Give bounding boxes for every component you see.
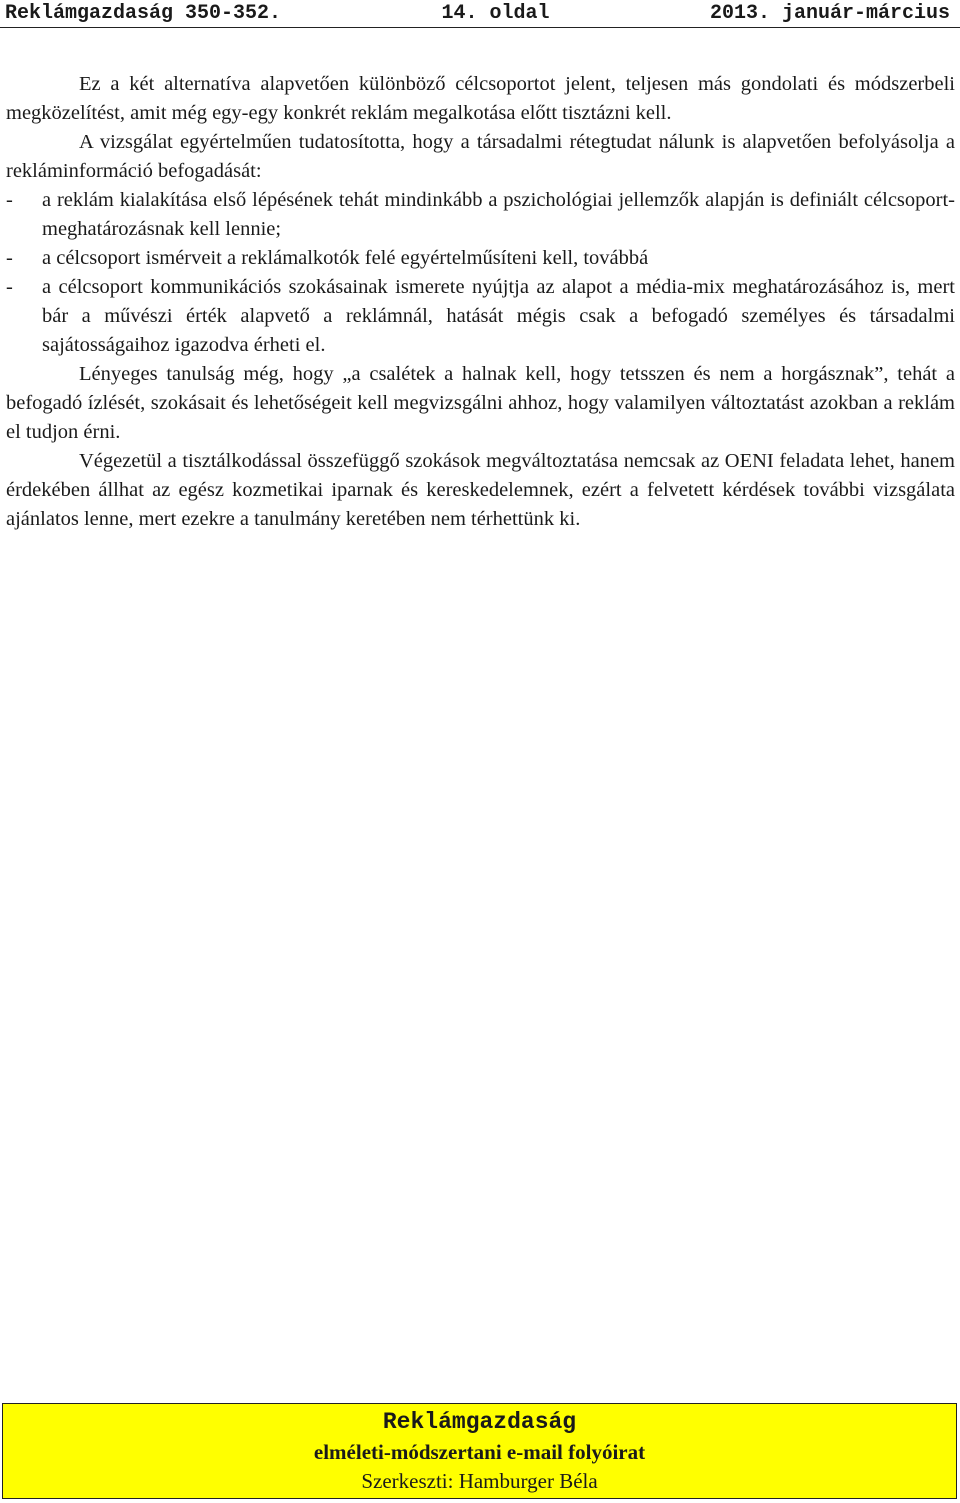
bullet-marker: - <box>6 247 13 269</box>
bullet-marker: - <box>6 189 13 211</box>
footer-subtitle: elméleti-módszertani e-mail folyóirat <box>313 1440 646 1464</box>
footer-editor: Szerkeszti: Hamburger Béla <box>361 1469 598 1493</box>
header-page-number: 14. oldal <box>441 2 550 25</box>
header-issue: 2013. január-március <box>709 2 950 25</box>
header-journal: Reklámgazdaság 350-352. <box>5 2 282 25</box>
bullet-marker: - <box>6 276 13 298</box>
list-item-text: a célcsoport kommunikációs szokásainak ismerete nyújtja az alapot a média-mix meghatározásához is, mert bár a művészi érték alapvető a reklámnál, hatását mégis csak a befogadó személyes és társadalmi sajátosságaihoz igazodva érheti el. <box>42 276 955 356</box>
list-item-text: a reklám kialakítása első lépésének tehát mindinkább a pszichológiai jellemzők alapján is definiált célcsoport-meghatározásnak kell lennie; <box>42 189 955 240</box>
paragraph-3: Lényeges tanulság még, hogy „a csalétek a halnak kell, hogy tetsszen és nem a horgásznak”, tehát a befogadó ízlését, szokásait és lehetőségeit kell megvizsgálni ahhoz, hogy valamilyen változtatást azokban a reklám el tudjon érni. <box>6 363 955 443</box>
paragraph-1: Ez a két alternatíva alapvetően különböző célcsoportot jelent, teljesen más gondolati és módszerbeli megközelítést, amit még egy-egy konkrét reklám megalkotása előtt tisztázni kell. <box>6 73 955 124</box>
paragraph-2: A vizsgálat egyértelműen tudatosította, hogy a társadalmi rétegtudat nálunk is alapvetően befolyásolja a rekláminformáció befogadását: <box>6 131 955 182</box>
footer-title: Reklámgazdaság <box>382 1409 577 1435</box>
list-item-text: a célcsoport ismérveit a reklámalkotók felé egyértelműsíteni kell, továbbá <box>42 247 649 269</box>
paragraph-4: Végezetül a tisztálkodással összefüggő szokások megváltoztatása nemcsak az OENI feladata lehet, hanem érdekében állhat az egész kozmetikai iparnak és kereskedelemnek, ezért a felvetett kérdések további vizsgálata ajánlatos lenne, mert ezekre a tanulmány keretében nem térhettünk ki. <box>6 450 955 530</box>
list-item <box>6 273 955 360</box>
list-item <box>6 186 955 244</box>
bullet-list <box>6 186 955 360</box>
footer-banner <box>2 1403 957 1499</box>
list-item <box>6 244 955 273</box>
article-body <box>6 70 955 534</box>
page-header <box>0 0 960 28</box>
